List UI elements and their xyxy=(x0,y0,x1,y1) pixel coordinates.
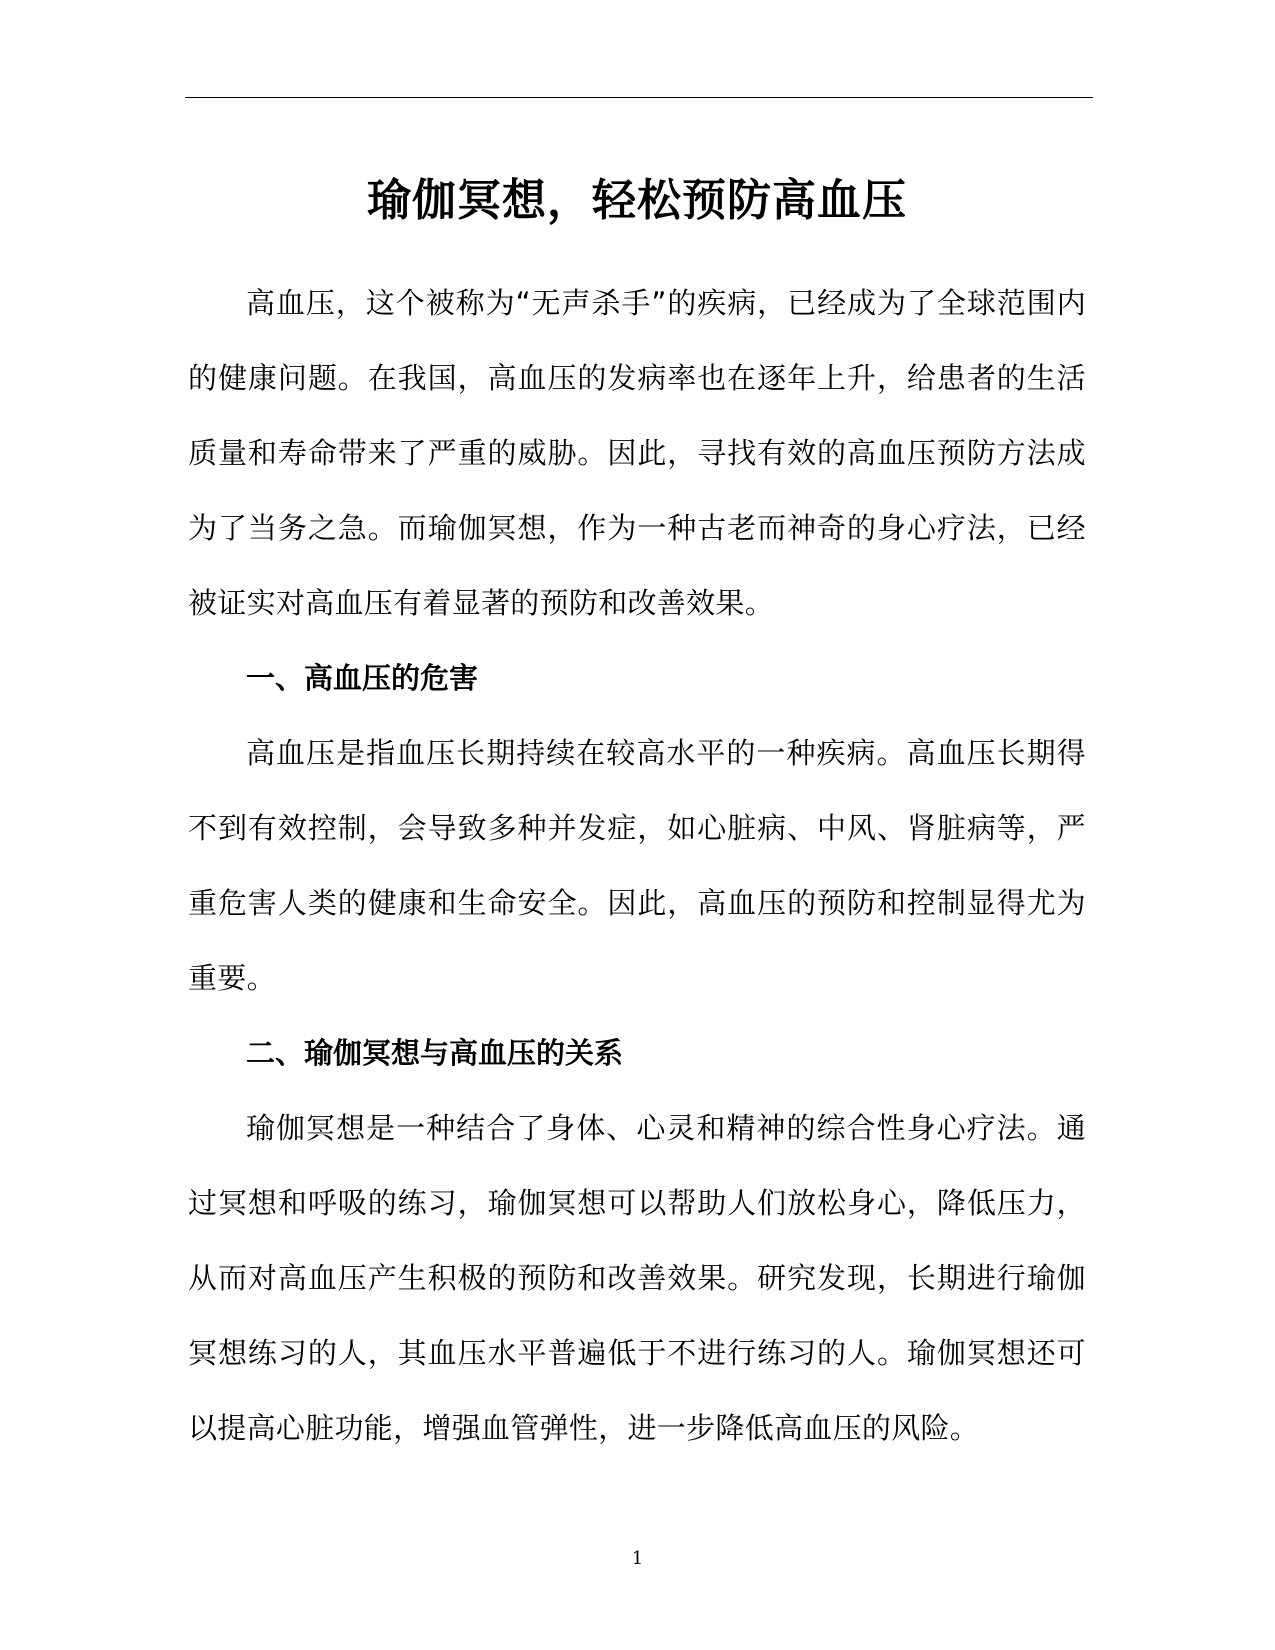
page-number: 1 xyxy=(631,1548,644,1569)
header-rule xyxy=(185,97,1093,98)
section-heading-relationship: 二、瑜伽冥想与高血压的关系 xyxy=(246,1036,624,1070)
intro-paragraph: 高血压，这个被称为“无声杀手”的疾病，已经成为了全球范围内的健康问题。在我国，高血压的发病率也在逐年上升，给患者的生活质量和寿命带来了严重的威胁。因此，寻找有效的高血压预防方法成为了当务之急。而瑜伽冥想，作为一种古老而神奇的身心疗法，已经被证实对高血压有着显著的预防和改善效果。 xyxy=(188,286,1086,620)
section-heading-hazards: 一、高血压的危害 xyxy=(246,661,479,695)
section-body-hazards: 高血压是指血压长期持续在较高水平的一种疾病。高血压长期得不到有效控制，会导致多种并发症，如心脏病、中风、肾脏病等，严重危害人类的健康和生命安全。因此，高血压的预防和控制显得尤为重要。 xyxy=(188,736,1086,995)
section-body-relationship: 瑜伽冥想是一种结合了身体、心灵和精神的综合性身心疗法。通过冥想和呼吸的练习，瑜伽冥想可以帮助人们放松身心，降低压力，从而对高血压产生积极的预防和改善效果。研究发现，长期进行瑜伽冥想练习的人，其血压水平普遍低于不进行练习的人。瑜伽冥想还可以提高心脏功能，增强血管弹性，进一步降低高血压的风险。 xyxy=(188,1111,1086,1445)
document-page xyxy=(188,168,1086,1466)
document-title: 瑜伽冥想，轻松预防高血压 xyxy=(367,175,907,226)
